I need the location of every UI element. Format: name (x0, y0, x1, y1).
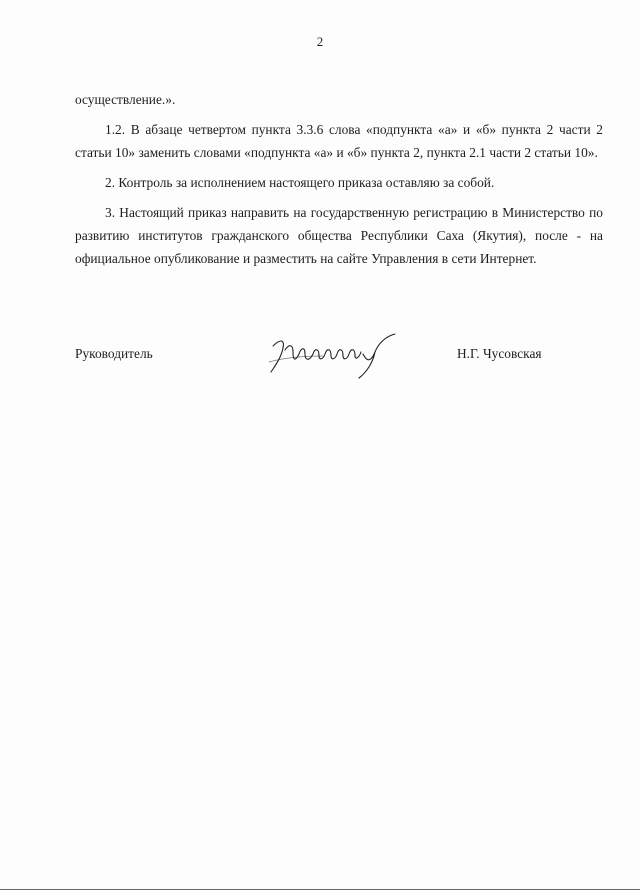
paragraph-item-1-2: 1.2. В абзаце четвертом пункта 3.3.6 слова «подпункта «а» и «б» пункта 2 части 2 статьи 10» заменить словами «подпункта «а» и «б» пункта 2, пункта 2.1 части 2 статьи 10». (75, 122, 603, 160)
document-body (75, 88, 603, 270)
paragraph-continuation: осуществление.». (75, 92, 176, 107)
signature-block (75, 338, 585, 398)
paragraph-item-3: 3. Настоящий приказ направить на государственную регистрацию в Министерство по развитию институтов гражданского общества Республики Саха (Якутия), после - на официальное опубликование и разместить на сайте Управления в сети Интернет. (75, 205, 603, 266)
page-edge-line (0, 889, 640, 890)
signature-role: Руководитель (75, 346, 153, 361)
paragraph-item-2: 2. Контроль за исполнением настоящего приказа оставляю за собой. (105, 175, 495, 190)
handwritten-signature (263, 332, 403, 382)
page-number: 2 (316, 34, 324, 49)
signatory-name: Н.Г. Чусовская (457, 346, 542, 361)
